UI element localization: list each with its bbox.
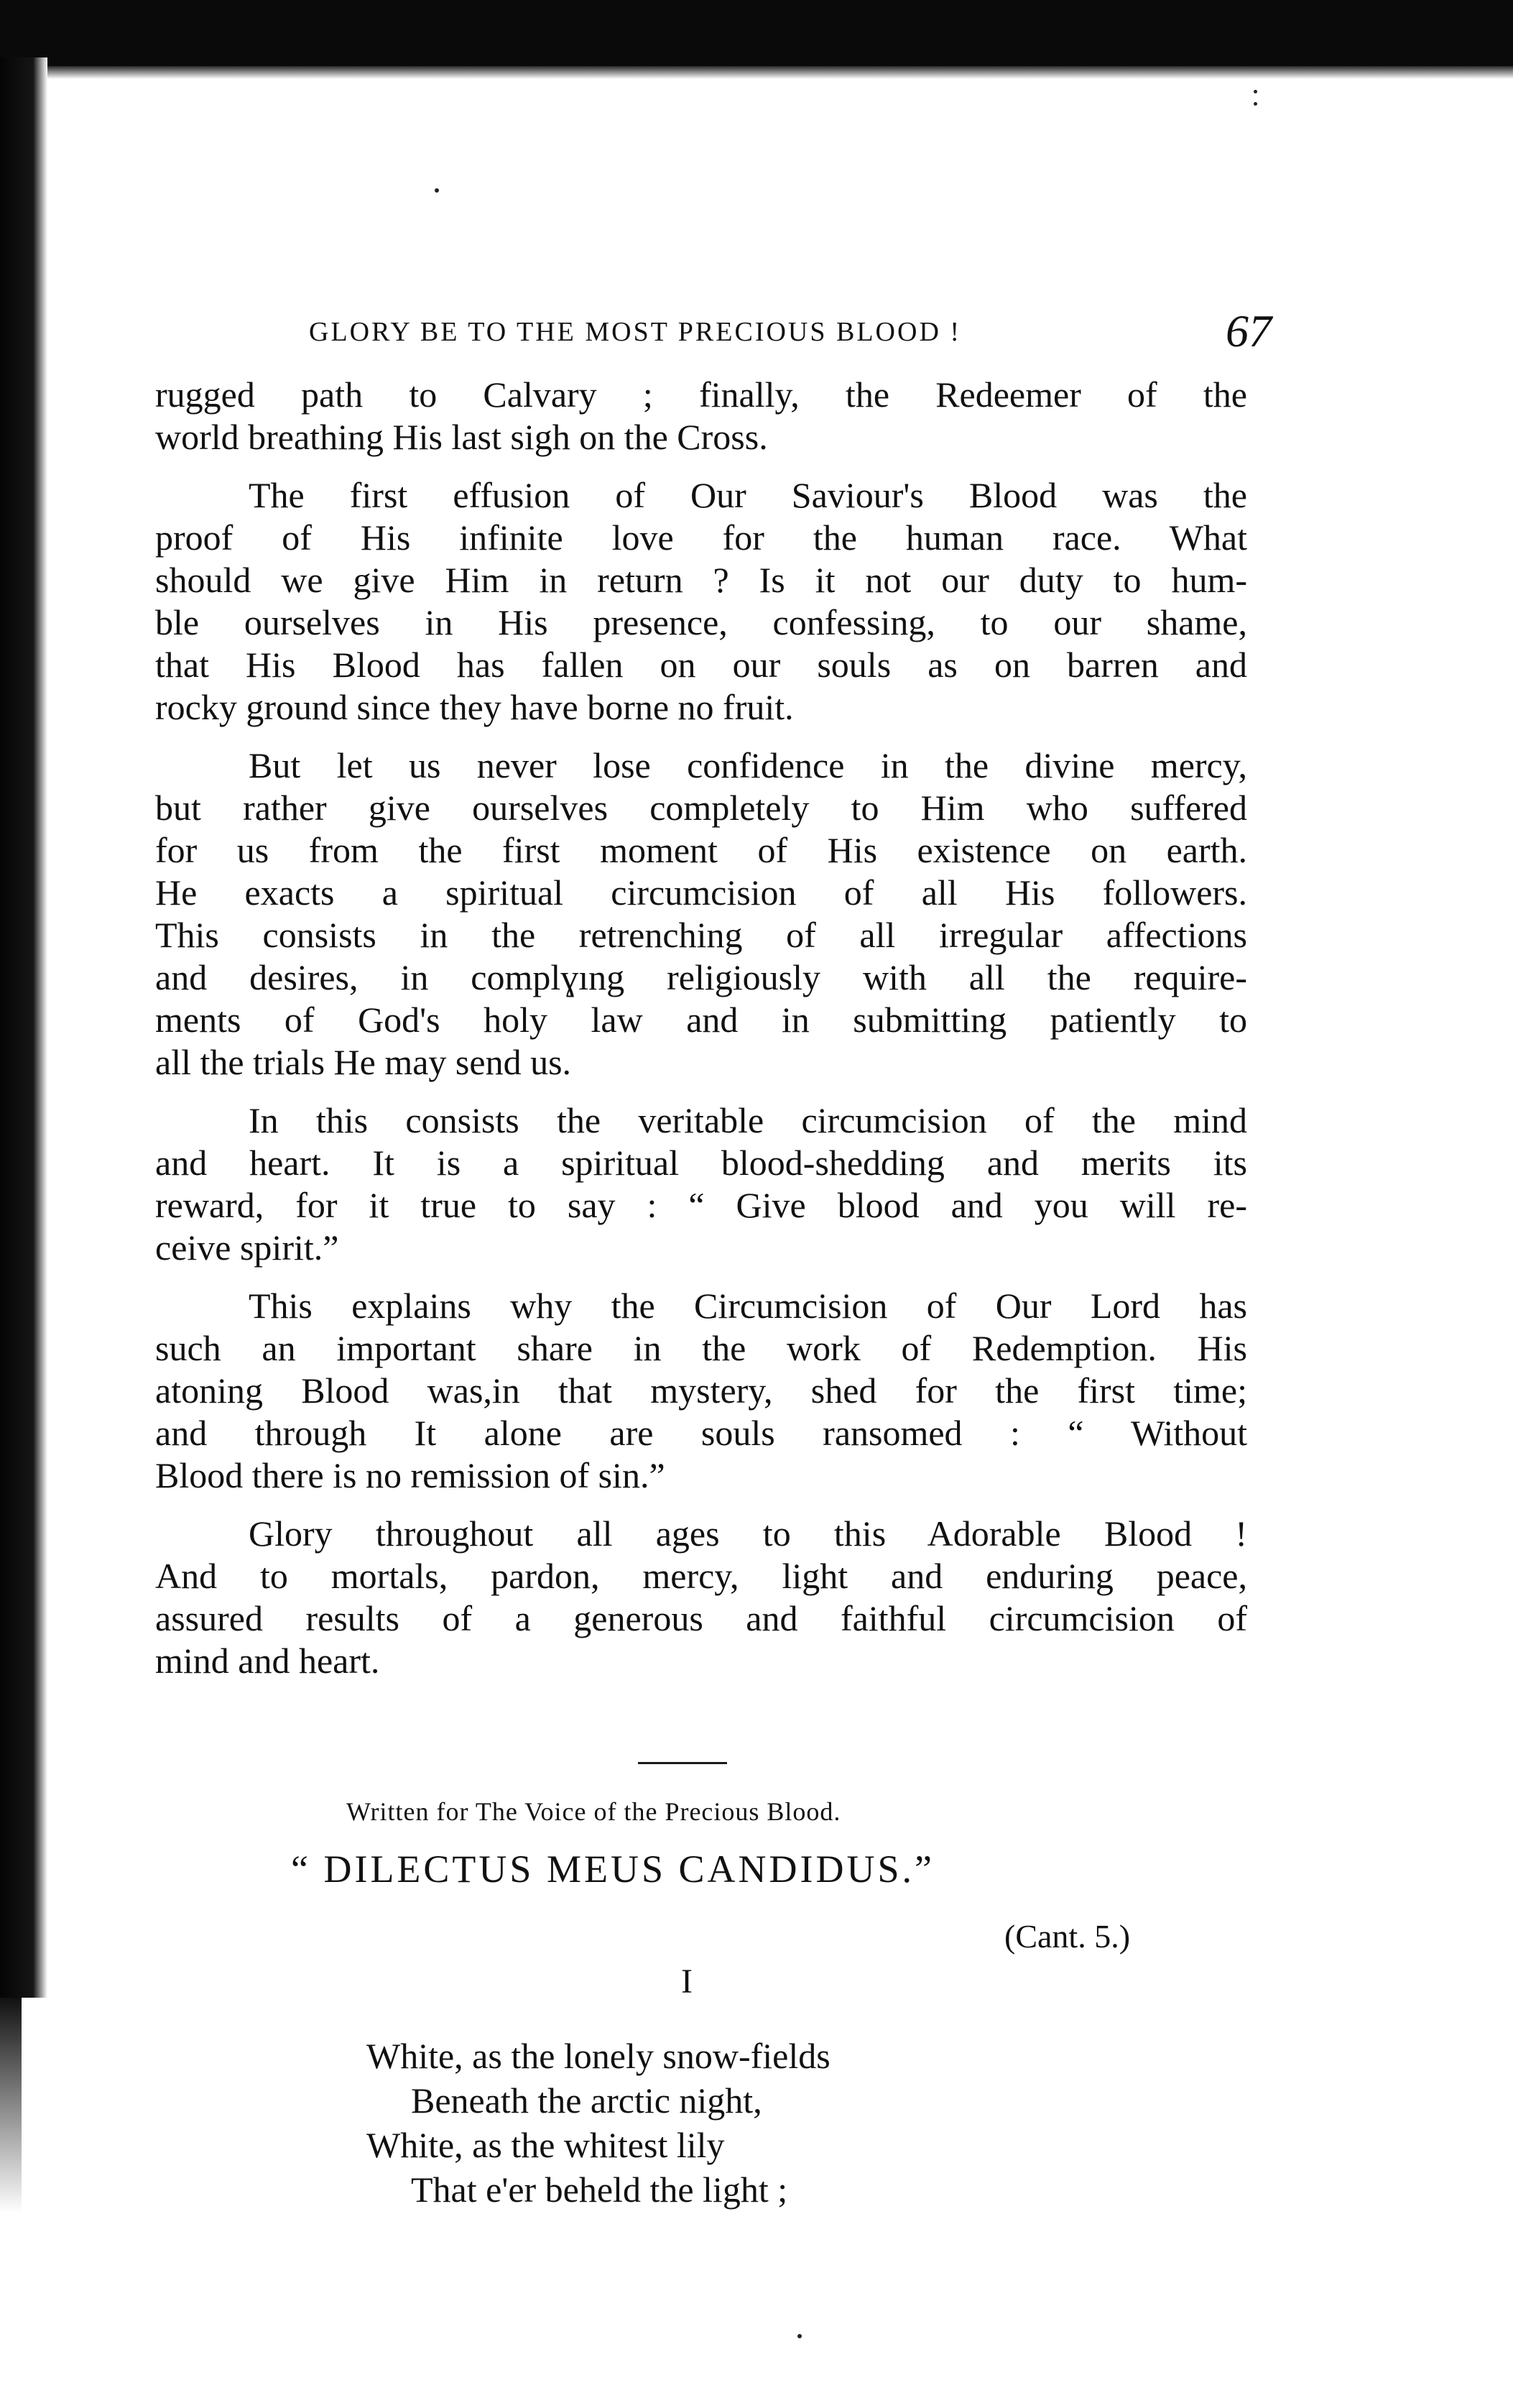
running-header: [309, 305, 1279, 356]
section-divider: [638, 1762, 727, 1764]
text-line: But let us never lose confidence in the divine mercy,: [249, 745, 1247, 785]
scan-left-border: [0, 57, 47, 1998]
text-line: for us from the first moment of His existence on earth.: [155, 830, 1247, 870]
verse-line: White, as the lonely snow-fields: [366, 2036, 830, 2076]
text-line: ble ourselves in His presence, confessing, to our shame,: [155, 602, 1247, 642]
scan-top-shadow: [43, 66, 1513, 79]
text-line: proof of His infinite love for the human race. What: [155, 517, 1247, 558]
text-line: should we give Him in return ? Is it not our duty to hum-: [155, 560, 1247, 600]
scan-top-border: [0, 0, 1513, 66]
scan-left-fade: [0, 1998, 22, 2213]
text-line: world breathing His last sigh on the Cross.: [155, 417, 768, 457]
text-line: He exacts a spiritual circumcision of all His followers.: [155, 872, 1247, 913]
verse-line: Beneath the arctic night,: [411, 2080, 762, 2121]
scan-speck: [1254, 102, 1257, 106]
text-line: rocky ground since they have borne no fruit.: [155, 687, 794, 727]
text-line: such an important share in the work of Redemption. His: [155, 1328, 1247, 1368]
text-line: This consists in the retrenching of all irregular affections: [155, 915, 1247, 955]
verse-line: That e'er beheld the light ;: [411, 2169, 788, 2210]
stanza-number: I: [681, 1962, 693, 2001]
text-line: And to mortals, pardon, mercy, light and enduring peace,: [155, 1556, 1247, 1596]
scan-speck: [797, 2334, 802, 2338]
body-text: [155, 374, 1247, 1682]
text-line: ments of God's holy law and in submitting patiently to: [155, 1000, 1247, 1040]
text-line: In this consists the veritable circumcision of the mind: [249, 1100, 1247, 1140]
text-line: The first effusion of Our Saviour's Blood was the: [249, 475, 1247, 515]
paragraph-1: [155, 374, 1247, 458]
text-line: and through It alone are souls ransomed : “ Without: [155, 1413, 1247, 1453]
page-number: 67: [1226, 305, 1272, 356]
text-line: mind and heart.: [155, 1641, 380, 1681]
text-line: Blood there is no remission of sin.”: [155, 1455, 665, 1495]
text-line: rugged path to Calvary ; finally, the Redeemer of the: [155, 374, 1247, 415]
scan-speck: [1254, 90, 1257, 93]
verse-line: White, as the whitest lily: [366, 2125, 725, 2165]
scan-speck: [435, 188, 439, 193]
paragraph-3: [155, 744, 1247, 1084]
paragraph-2: [155, 474, 1247, 729]
poem-credit: Written for The Voice of the Precious Blood.: [346, 1797, 841, 1826]
text-line: and desires, in complɣıng religiously with all the require-: [155, 957, 1247, 997]
text-line: that His Blood has fallen on our souls as on barren and: [155, 645, 1247, 685]
text-line: but rather give ourselves completely to Him who suffered: [155, 788, 1247, 828]
paragraph-5: [155, 1285, 1247, 1497]
text-line: and heart. It is a spiritual blood-shedding and merits its: [155, 1143, 1247, 1183]
poem-reference: (Cant. 5.): [1004, 1918, 1131, 1955]
text-line: reward, for it true to say : “ Give blood and you will re-: [155, 1185, 1247, 1225]
poem-stanza: [366, 2034, 1085, 2212]
poem-title: “ DILECTUS MEUS CANDIDUS.”: [291, 1847, 935, 1891]
text-line: assured results of a generous and faithful circumcision of: [155, 1598, 1247, 1638]
text-line: atoning Blood was,in that mystery, shed for the first time;: [155, 1370, 1247, 1411]
text-line: ceive spirit.”: [155, 1227, 339, 1268]
text-line: Glory throughout all ages to this Adorable Blood !: [249, 1513, 1247, 1554]
running-title: GLORY BE TO THE MOST PRECIOUS BLOOD !: [309, 317, 962, 347]
paragraph-6: [155, 1513, 1247, 1682]
text-line: all the trials He may send us.: [155, 1042, 572, 1082]
text-line: This explains why the Circumcision of Our Lord has: [249, 1286, 1247, 1326]
paragraph-4: [155, 1099, 1247, 1269]
